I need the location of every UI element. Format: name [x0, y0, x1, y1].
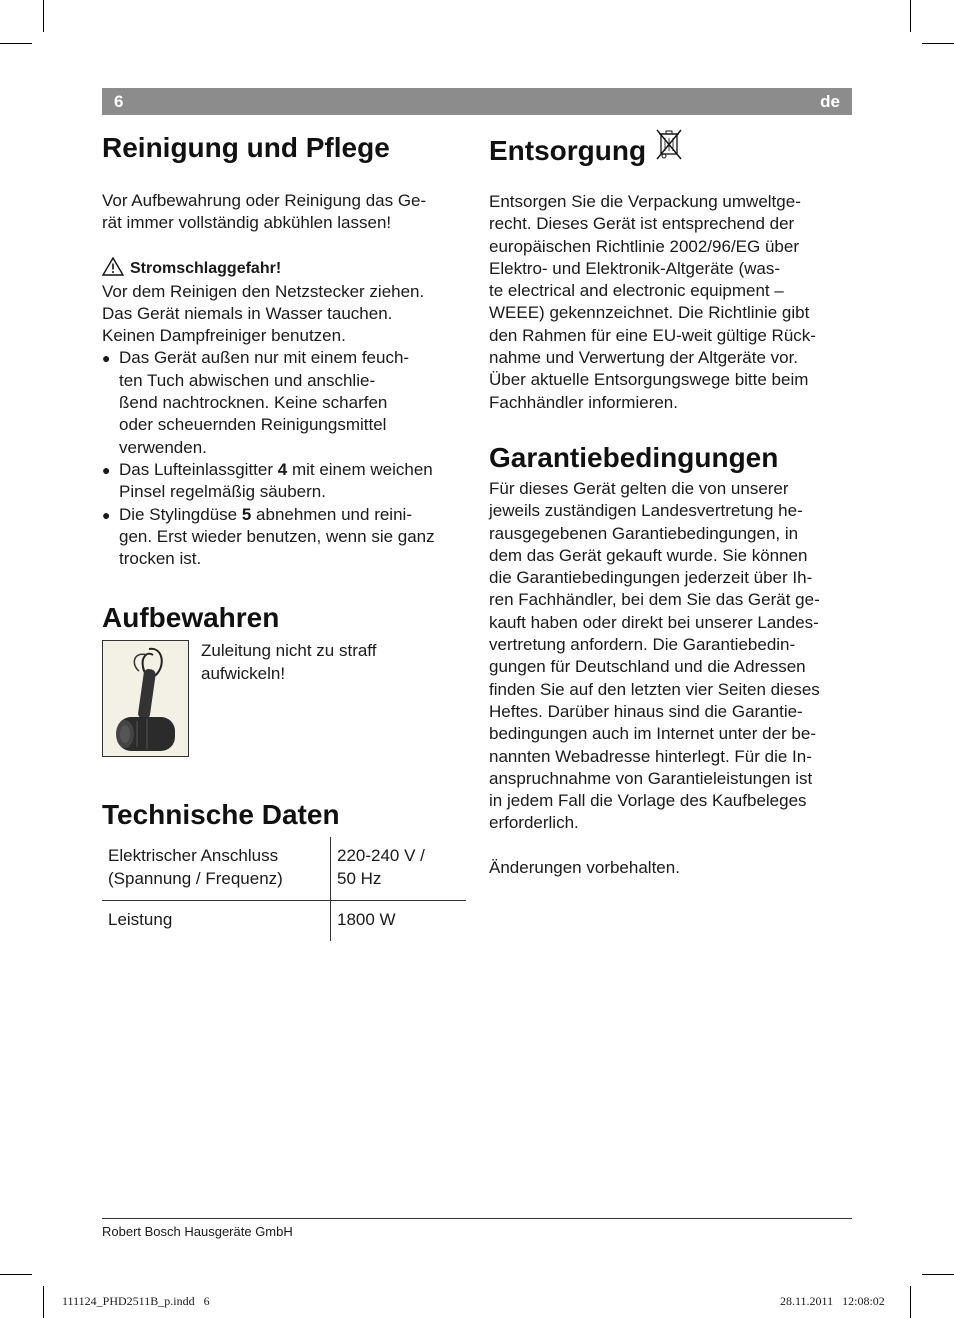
storage-block — [102, 640, 466, 757]
warning-triangle-icon — [102, 257, 124, 281]
crop-mark — [0, 1274, 32, 1275]
technical-data-table — [102, 837, 466, 941]
crop-mark — [0, 43, 32, 44]
garantie-note: Änderungen vorbehalten. — [489, 857, 680, 877]
section-title-garantie: Garantiebedingungen — [489, 441, 779, 473]
list-item-text: abnehmen und reini- gen. Erst wieder benutzen, wenn sie ganz trocken ist. — [119, 504, 435, 569]
part-number: 5 — [241, 504, 252, 524]
hairdryer-storage-image — [102, 640, 189, 757]
crop-mark — [922, 1274, 954, 1275]
spec-value: 1800 W — [331, 901, 467, 942]
section-title-aufbewahren: Aufbewahren — [102, 602, 280, 634]
page-number: 6 — [114, 92, 124, 111]
entsorgung-text: Entsorgen Sie die Verpackung umweltge- recht. Dieses Gerät ist entsprechend der europäischen Richtlinie 2002/96/EG über Elektro- und Elektronik-Altgeräte (was- te electrical and electronic equipment – WEEE) gekennzeichnet. Die Richtlinie gibt den Rahmen für eine EU-weit gültige Rück- nahme und Verwertung der Altgeräte vor. Über aktuelle Entsorgungswege bitte beim Fachhändler informieren. — [489, 192, 816, 412]
language-code: de — [820, 92, 840, 111]
part-number: 4 — [277, 459, 288, 479]
crop-mark — [910, 1286, 911, 1318]
list-item-text: mit einem weichen Pinsel regelmäßig säubern. — [119, 459, 433, 502]
footer-divider — [102, 1218, 852, 1219]
footer-company: Robert Bosch Hausgeräte GmbH — [102, 1224, 293, 1239]
crop-mark — [910, 0, 911, 32]
list-item: ● Das Gerät außen nur mit einem feuch- ten Tuch abwischen und anschlie- ßend nachtrocknen. Keine scharfen oder scheuernden Reinigungsmittel verwenden. — [102, 347, 466, 458]
spec-label: Elektrischer Anschluss (Spannung / Frequenz) — [102, 837, 331, 900]
section-heading-entsorgung — [489, 128, 853, 173]
garantie-text: Für dieses Gerät gelten die von unserer jeweils zuständigen Landesvertretung he- rausgegebenen Garantiebedingungen, in dem das Gerät gekauft wurde. Sie können die Garantiebedingungen jederzeit über Ih- ren Fachhändler, bei dem Sie das Gerät ge- kauft haben oder direkt bei unserer Landes- vertretung anfordern. Die Garantiebedin- gungen für Deutschland und die Adressen finden Sie auf den letzten vier Seiten dieses Heftes. Darüber hinaus sind die Garantie- bedingungen auch im Internet unter der be- nannten Webadresse hinterlegt. Für die In- anspruchnahme von Garantieleistungen ist in jedem Fall die Vorlage des Kaufbeleges erforderlich. — [489, 478, 820, 833]
list-item-text: Das Lufteinlassgitter — [119, 459, 278, 479]
spec-value: 220-240 V / 50 Hz — [331, 837, 467, 900]
left-column — [102, 128, 466, 941]
cleaning-list — [102, 347, 466, 570]
page-header-bar — [102, 88, 852, 115]
section-title-technische-daten: Technische Daten — [102, 799, 340, 831]
list-item-text: Die Stylingdüse — [119, 504, 242, 524]
table-row — [102, 901, 466, 942]
slug-file-info: 111124_PHD2511B_p.indd 6 — [62, 1294, 210, 1308]
section-title-reinigung: Reinigung und Pflege — [102, 132, 390, 163]
crop-mark — [43, 0, 44, 32]
list-item — [102, 504, 466, 571]
warning-text: Vor dem Reinigen den Netzstecker ziehen. Das Gerät niemals in Wasser tauchen. Keinen Dampfreiniger benutzen. — [102, 281, 425, 346]
crop-mark — [922, 43, 954, 44]
storage-text: Zuleitung nicht zu straff aufwickeln! — [201, 641, 377, 683]
warning-heading — [102, 257, 466, 281]
section-title-entsorgung: Entsorgung — [489, 134, 647, 166]
spec-label: Leistung — [108, 910, 173, 930]
slug-date-info: 28.11.2011 12:08:02 — [780, 1294, 885, 1308]
table-row — [102, 837, 466, 900]
crop-mark — [43, 1286, 44, 1318]
warning-title: Stromschlaggefahr! — [130, 259, 282, 277]
right-column — [489, 128, 853, 879]
crossed-out-wheelie-bin-icon — [654, 128, 684, 173]
reinigung-intro: Vor Aufbewahrung oder Reinigung das Ge- rät immer vollständig abkühlen lassen! — [102, 191, 427, 233]
list-item — [102, 459, 466, 504]
